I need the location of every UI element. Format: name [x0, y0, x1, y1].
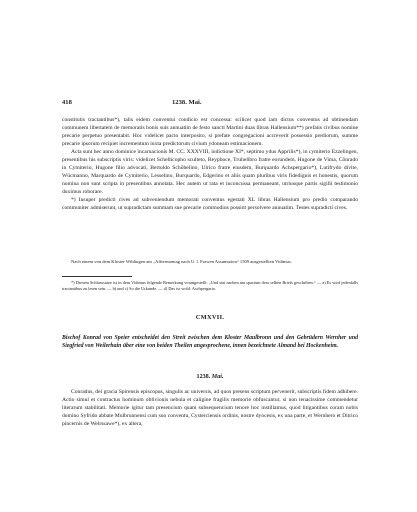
charter-date	[62, 374, 358, 380]
paragraph: Conradus, dei gracia Spirensis episcopus, singulis ac universis, ad quos presens scriptum pervenerit, subscriptis fidem adhibere. Actio simul et contractus hominum oblivionis nebula et caligine fragilis memorie obfuscantur, si non tenacissime commendetur literarum stabilitati. Memorie igitur tam presencium quam subsequencium tenore hoc instillamus, quod litigantibus coram nobis domino Syfrido abbate Mulbrunnensi cum suo conventu, Cysterciensis ordinis, nostre dyocesis, ex una parte, et Wernhero et Ditrico pincernis de Welrssawe*), ex altera,	[62, 389, 358, 427]
header-date: 1238. Mai.	[172, 99, 202, 106]
source-note: Nach einem von dem Kloster Wiblingen am „Afftermontag nach U. l. Frawen Assumtzion“ 1509 ausgestellten Vidimus.	[71, 259, 292, 264]
charter-title: Bischof Konrad von Speier entscheidet den Streit zwischen dem Kloster Maulbronn und den Gebrüdern Wernher und Siegfried von Weilerhain über eine von beiden Theilen angesprochene, innen bezeichnete Almand bei Hockenheim.	[62, 335, 358, 350]
charter-text	[62, 388, 358, 428]
charter-continuation	[62, 116, 358, 212]
charter-date-month: Mai.	[211, 374, 224, 380]
charter-number: CMXVII.	[195, 314, 225, 321]
paragraph: *) Insuper predicti cives ad subveniendum memorati conventus egestati XL libras Hallensium pro predio comparando communiter admiserunt, ut supradictam summam sue precarie commodius possint persolvere annuatim. Testes supradicti cives.	[62, 197, 358, 211]
running-header	[62, 99, 358, 109]
page-number: 418	[62, 99, 72, 106]
footnote-divider	[62, 276, 132, 277]
paragraph: constitutis tractantibus*), talis eidem conventui condicio est concessa: scilicet quod iam dictus conventus ad obtinendam communem libertatem de memoratis bonis suis annuatim de festo sancti Martini duas libras Hallensium**) prefatis civibus nomine precarie perpetuo presentabit. Hoc videlicet pacto interposito, si prefate congregacioni accreverit possessio prediorum, summe precarie ipsorum recipiet incrementum iuxta predictorum civium ydoneam estimacionem.	[62, 117, 358, 147]
charter-date-year: 1238.	[196, 374, 211, 380]
footnote: *) Diesem Schlusssatze ist in dem Vidimus folgende Bemerkung vorangestellt: „Und stat nachen am spacium dess selben Briefs geschriben.“ — a) Es wird jedenfalls tractantibus zu lesen sein. — b) und c) So die Urkunde. — d) Das ist wohl: Aschpergario.	[62, 280, 358, 291]
footnotes	[62, 280, 358, 292]
paragraph: Acta sunt hec anno dominice incarnacionis M. CC. XXXVIII, indictione XI*, septimo ydus Apprilis*), in cymiterio Ezzelingen, presentibus his subscriptis viris: videlicet Schellicopho sculteto, Reypboce, Truhelibro fratre eorundem, Hugone de Vima, Cŏnrado in Cymiterio, Hugone filio advocati, Bertoldo Schŏbelino, Ulrico fratre eiusdem, Burquardo Achspergario*), Lutifrydo divite, Wücmanno, Marquardo de Cymiterio, Lesselino, Burquardo, Edgerino et aliis quam pluribus viris fidedignis et honestis, quorum nomina non sunt scripta in presentibus annotata. Hec autem ut rata et inconcussa permaneant, utriusque partis sigilli testimonio duximus roborare.	[62, 149, 358, 195]
